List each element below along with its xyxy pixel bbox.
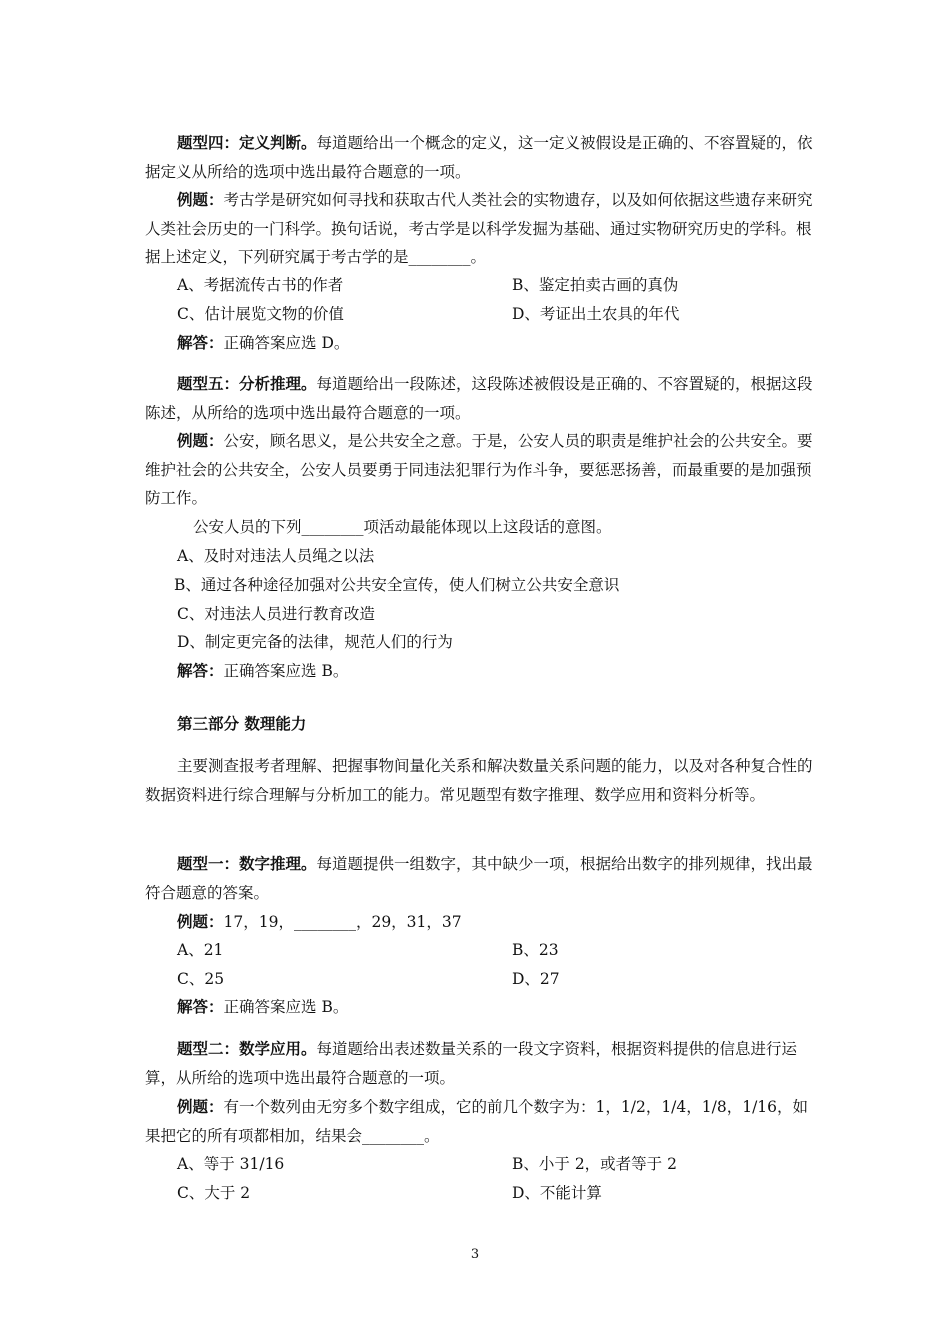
type4-paragraph xyxy=(145,129,817,186)
type5-desc: 每道题给出一段陈述，这段陈述被假设是正确的、不容置疑的，根据这段陈述，从所给的选项中选出最符合题意的一项。 xyxy=(145,375,813,422)
type4-answer-label: 解答： xyxy=(177,333,224,352)
type1-desc: 每道题提供一组数字，其中缺少一项，根据给出数字的排列规律，找出最符合题意的答案。 xyxy=(145,855,813,902)
type2-title: 题型二：数学应用。 xyxy=(177,1039,317,1058)
type5-example-label: 例题： xyxy=(177,431,224,450)
type4-answer-text: 正确答案应选 D。 xyxy=(223,334,350,352)
type1-title: 题型一：数字推理。 xyxy=(177,854,317,873)
type4-title: 题型四：定义判断。 xyxy=(177,133,317,152)
type1-option-b: B、23 xyxy=(512,941,559,959)
type2-option-a: A、等于 31/16 xyxy=(177,1155,285,1173)
type4-option-b: B、鉴定拍卖古画的真伪 xyxy=(512,276,679,294)
type5-title: 题型五：分析推理。 xyxy=(177,374,317,393)
type2-options xyxy=(177,1150,817,1208)
type1-answer-text: 正确答案应选 B。 xyxy=(223,998,349,1016)
type4-option-a: A、考据流传古书的作者 xyxy=(177,276,344,294)
type5-option-b: B、通过各种途径加强对公共安全宣传，使人们树立公共安全意识 xyxy=(174,575,620,594)
type5-option-d: D、制定更完备的法律，规范人们的行为 xyxy=(177,633,453,652)
type4-option-c: C、估计展览文物的价值 xyxy=(177,304,344,323)
type2-example xyxy=(145,1093,817,1150)
type1-options xyxy=(177,936,817,994)
page-number: 3 xyxy=(470,1247,480,1262)
type4-desc: 每道题给出一个概念的定义，这一定义被假设是正确的、不容置疑的，依据定义从所给的选项中选出最符合题意的一项。 xyxy=(145,134,813,181)
type5-option-c: C、对违法人员进行教育改造 xyxy=(177,604,375,623)
type5-option-a: A、及时对违法人员绳之以法 xyxy=(177,547,375,565)
type4-example-label: 例题： xyxy=(177,190,224,209)
type5-answer xyxy=(177,657,348,685)
type5-options xyxy=(174,542,817,657)
type2-example-text: 有一个数列由无穷多个数字组成，它的前几个数字为：1，1/2，1/4，1/8，1/16，如果把它的所有项都相加，结果会________。 xyxy=(145,1098,809,1145)
type1-option-d: D、27 xyxy=(512,969,560,988)
type1-example-label: 例题： xyxy=(177,912,224,931)
type5-question: 公安人员的下列________项活动最能体现以上这段话的意图。 xyxy=(193,518,612,536)
type4-example-text: 考古学是研究如何寻找和获取古代人类社会的实物遗存，以及如何依据这些遗存来研究人类社会历史的一门科学。换句话说，考古学是以科学发掘为基础、通过实物研究历史的学科。根据上述定义，下列研究属于考古学的是________。 xyxy=(145,191,813,266)
type1-answer xyxy=(177,993,348,1021)
type1-option-c: C、25 xyxy=(177,969,225,988)
type1-answer-label: 解答： xyxy=(177,997,224,1016)
type5-example xyxy=(145,427,817,513)
type4-options xyxy=(177,271,817,329)
type2-option-b: B、小于 2，或者等于 2 xyxy=(512,1155,677,1173)
type5-answer-text: 正确答案应选 B。 xyxy=(223,662,349,680)
type4-answer xyxy=(177,329,349,357)
type4-example xyxy=(145,186,817,272)
type4-option-d: D、考证出土农具的年代 xyxy=(512,304,680,323)
part3-heading: 第三部分 数理能力 xyxy=(177,714,307,733)
type1-paragraph xyxy=(145,850,817,907)
type5-example-text: 公安，顾名思义，是公共安全之意。于是，公安人员的职责是维护社会的公共安全。要维护社会的公共安全，公安人员要勇于同违法犯罪行为作斗争，要惩恶扬善，而最重要的是加强预防工作。 xyxy=(145,432,813,507)
type1-example xyxy=(177,908,462,936)
type1-option-a: A、21 xyxy=(177,941,224,959)
type5-answer-label: 解答： xyxy=(177,661,224,680)
part3-intro: 主要测查报考者理解、把握事物间量化关系和解决数量关系问题的能力，以及对各种复合性的数据资料进行综合理解与分析加工的能力。常见题型有数字推理、数学应用和资料分析等。 xyxy=(145,757,813,804)
type2-desc: 每道题给出表述数量关系的一段文字资料，根据资料提供的信息进行运算，从所给的选项中选出最符合题意的一项。 xyxy=(145,1040,798,1087)
type2-example-label: 例题： xyxy=(177,1097,224,1116)
type1-example-text: 17，19，________，29，31，37 xyxy=(223,913,462,931)
type2-option-c: C、大于 2 xyxy=(177,1183,251,1202)
type2-paragraph xyxy=(145,1035,817,1092)
type2-option-d: D、不能计算 xyxy=(512,1183,602,1202)
type5-paragraph xyxy=(145,370,817,427)
